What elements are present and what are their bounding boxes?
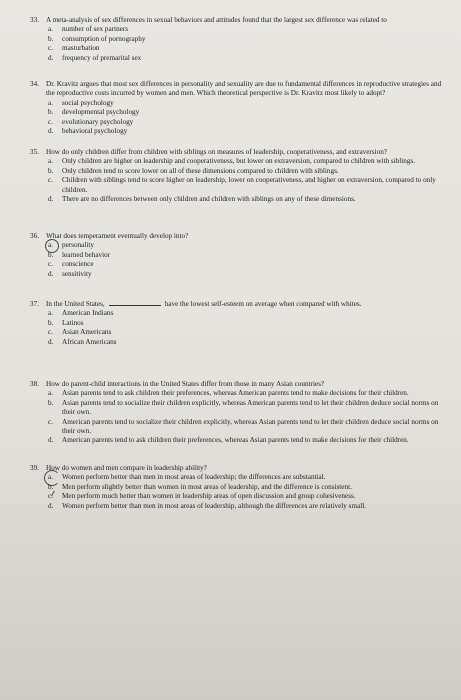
- question-text: How do only children differ from children with siblings on measures of leadership, cooperativeness, and extraversion?: [46, 148, 387, 156]
- question-37: [30, 300, 450, 347]
- option-a[interactable]: a. personality: [48, 241, 450, 250]
- option-c[interactable]: c. evolutionary psychology: [48, 117, 134, 126]
- option-d[interactable]: d. Women perform better than men in most areas of leadership, although the differences are relatively small.: [48, 501, 367, 510]
- question-number: 39.: [30, 464, 39, 472]
- question-38: [30, 380, 450, 446]
- option-c[interactable]: c. Asian Americans: [48, 328, 112, 337]
- option-d[interactable]: d. sensitivity: [48, 269, 92, 278]
- option-d[interactable]: d. behavioral psychology: [48, 127, 128, 136]
- question-text: How do women and men compare in leadership ability?: [46, 464, 207, 472]
- question-text: In the United States, have the lowest self-esteem on average when compared with whites.: [46, 300, 362, 308]
- option-b[interactable]: b. Latinos: [48, 318, 84, 327]
- question-34: [30, 80, 450, 136]
- option-d[interactable]: d. frequency of premarital sex: [48, 53, 142, 62]
- question-number: 33.: [30, 16, 39, 24]
- option-b[interactable]: b. Only children tend to score lower on all of these dimensions compared to children with siblings.: [48, 166, 339, 175]
- option-c[interactable]: c. American parents tend to socialize their children explicitly, whereas Asian parents tend to let their children deduce social norms on their own.: [48, 417, 439, 436]
- question-text: What does temperament eventually develop into?: [46, 232, 189, 240]
- question-number: 35.: [30, 148, 39, 156]
- option-c[interactable]: c. Men perform much better than women in leadership areas of open discussion and group cohesiveness.: [48, 492, 356, 501]
- question-number: 37.: [30, 300, 39, 308]
- option-c[interactable]: c. masturbation: [48, 44, 100, 53]
- fill-in-blank[interactable]: [109, 305, 161, 306]
- option-a[interactable]: a. social psychology: [48, 98, 114, 107]
- option-b[interactable]: b. Asian parents tend to socialize their children explicitly, whereas American parents tend to let their children deduce social norms on their own.: [48, 398, 439, 417]
- question-number: 38.: [30, 380, 39, 388]
- option-b[interactable]: b. learned behavior: [48, 250, 111, 259]
- option-b[interactable]: b. Men perform slightly better than women in most areas of leadership, and the difference is consistent.: [48, 483, 450, 492]
- option-a[interactable]: a. Women perform better than men in most areas of leadership; the differences are substantial.: [48, 473, 450, 482]
- question-35: [30, 148, 450, 204]
- option-c[interactable]: c. conscience: [48, 260, 94, 269]
- question-39: [30, 464, 450, 511]
- option-d[interactable]: d. There are no differences between only children and children with siblings on any of these dimensions.: [48, 195, 356, 204]
- question-text: Dr. Kravitz argues that most sex differences in personality and sexuality are due to fundamental differences in reproductive strategies and the reproductive costs incurred by women and men. Which theoretical perspective is Dr. Kravitz most likely to adopt?: [46, 80, 442, 98]
- question-number: 36.: [30, 232, 39, 240]
- option-a[interactable]: a. Only children are higher on leadership and cooperativeness, but lower on extraversion, compared to children with siblings.: [48, 157, 416, 166]
- question-number: 34.: [30, 80, 39, 88]
- option-d[interactable]: d. African Americans: [48, 337, 117, 346]
- option-b[interactable]: b. consumption of pornography: [48, 34, 146, 43]
- option-b[interactable]: b. developmental psychology: [48, 108, 140, 117]
- question-36: [30, 232, 450, 279]
- question-text: How do parent-child interactions in the United States differ from those in many Asian countries?: [46, 380, 325, 388]
- option-d[interactable]: d. American parents tend to ask children their preferences, whereas Asian parents tend to make decisions for their children.: [48, 436, 409, 445]
- question-text: A meta-analysis of sex differences in sexual behaviors and attitudes found that the largest sex difference was related to: [46, 16, 387, 24]
- option-a[interactable]: a. Asian parents tend to ask children their preferences, whereas American parents tend to make decisions for their children.: [48, 389, 409, 398]
- option-c[interactable]: c. Children with siblings tend to score higher on leadership, lower on cooperativeness, and higher on extraversion, compared to only children.: [48, 176, 436, 194]
- option-a[interactable]: a. number of sex partners: [48, 25, 129, 34]
- question-33: [30, 16, 450, 63]
- option-a[interactable]: a. American Indians: [48, 309, 114, 318]
